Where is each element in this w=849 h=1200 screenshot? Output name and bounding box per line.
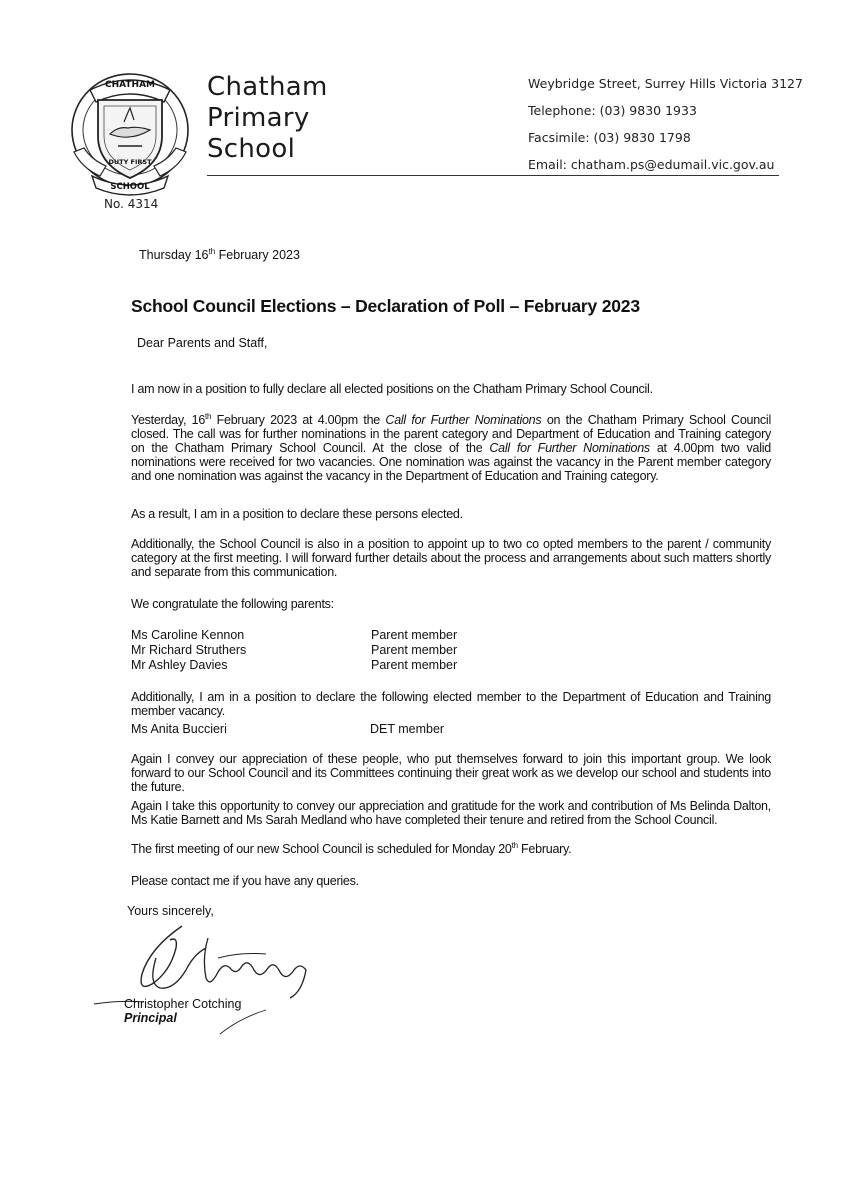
crest-school-text: SCHOOL	[110, 182, 150, 192]
member-role: DET member	[370, 722, 445, 736]
emphasis-text: Call for Further Nominations	[385, 413, 542, 427]
member-name: Ms Anita Buccieri	[131, 722, 227, 736]
emphasis-text: Call for Further Nominations	[489, 441, 650, 455]
paragraph: As a result, I am in a position to declare these persons elected.	[131, 507, 463, 521]
letterhead-divider	[207, 175, 779, 176]
paragraph: We congratulate the following parents:	[131, 597, 334, 611]
address: Weybridge Street, Surrey Hills Victoria 3127	[528, 76, 803, 91]
member-name: Ms Caroline Kennon	[131, 628, 245, 642]
salutation: Dear Parents and Staff,	[137, 336, 268, 350]
school-name-line: Chatham	[207, 72, 328, 102]
paragraph-text: on the Chatham Primary School Council closed. The call was for further nominations in the parent category and Department of Education and Training category on the Chatham Primary School Council. At the close of the	[131, 413, 771, 455]
date-text: Thursday 16	[139, 248, 209, 262]
telephone: Telephone: (03) 9830 1933	[528, 103, 697, 118]
paragraph-text: February 2023 at 4.00pm the	[211, 413, 386, 427]
paragraph-text: The first meeting of our new School Council is scheduled for Monday 20	[131, 842, 512, 856]
paragraph: Again I take this opportunity to convey our appreciation and gratitude for the work and contribution of Ms Belinda Dalton, Ms Katie Barnett and Ms Sarah Medland who have completed their tenure and retired from the School Council.	[131, 799, 771, 827]
school-crest-logo	[68, 68, 198, 196]
member-role: Parent member	[371, 628, 458, 642]
school-name-line: School	[207, 134, 296, 164]
school-name	[207, 72, 328, 165]
school-name-line: Primary	[207, 103, 310, 133]
paragraph-text: Yesterday, 16	[131, 413, 206, 427]
paragraph: Again I convey our appreciation of these people, who put themselves forward to join this important group. We look forward to our School Council and its Committees continuing their great work as we develop our school and students into the future.	[131, 752, 771, 794]
signatory-name: Christopher Cotching	[124, 997, 242, 1011]
paragraph-text: February.	[517, 842, 572, 856]
school-number: No. 4314	[104, 197, 159, 211]
member-name: Mr Richard Struthers	[131, 643, 247, 657]
closing: Yours sincerely,	[127, 904, 214, 918]
member-name: Mr Ashley Davies	[131, 658, 228, 672]
member-role: Parent member	[371, 643, 458, 657]
facsimile: Facsimile: (03) 9830 1798	[528, 130, 691, 145]
paragraph: Additionally, the School Council is also in a position to appoint up to two co opted members to the parent / community category at the first meeting. I will forward further details about the process and arrangements about such matters shortly and separate from this communication.	[131, 537, 771, 579]
contact-block	[528, 70, 803, 178]
paragraph: Please contact me if you have any queries.	[131, 874, 359, 888]
date-ordinal: th	[208, 246, 216, 256]
letter-title: School Council Elections – Declaration of Poll – February 2023	[131, 296, 640, 316]
letter-date	[139, 248, 300, 263]
paragraph-text: at 4.00pm two valid nominations were received for two vacancies. One nomination was against the vacancy in the Parent member category and one nomination was against the vacancy in the Department of Education and Training category.	[131, 441, 771, 483]
date-text: February 2023	[215, 248, 300, 262]
paragraph: I am now in a position to fully declare all elected positions on the Chatham Primary School Council.	[131, 382, 653, 396]
paragraph	[131, 842, 771, 856]
paragraph	[131, 413, 771, 483]
signatory-title: Principal	[124, 1011, 177, 1025]
email: Email: chatham.ps@edumail.vic.gov.au	[528, 157, 775, 172]
crest-motto-text: DUTY FIRST	[108, 158, 152, 166]
member-role: Parent member	[371, 658, 458, 672]
paragraph: Additionally, I am in a position to declare the following elected member to the Department of Education and Training member vacancy.	[131, 690, 771, 718]
ordinal: th	[205, 411, 212, 421]
ordinal: th	[511, 840, 518, 850]
crest-name-text: CHATHAM	[105, 80, 155, 90]
